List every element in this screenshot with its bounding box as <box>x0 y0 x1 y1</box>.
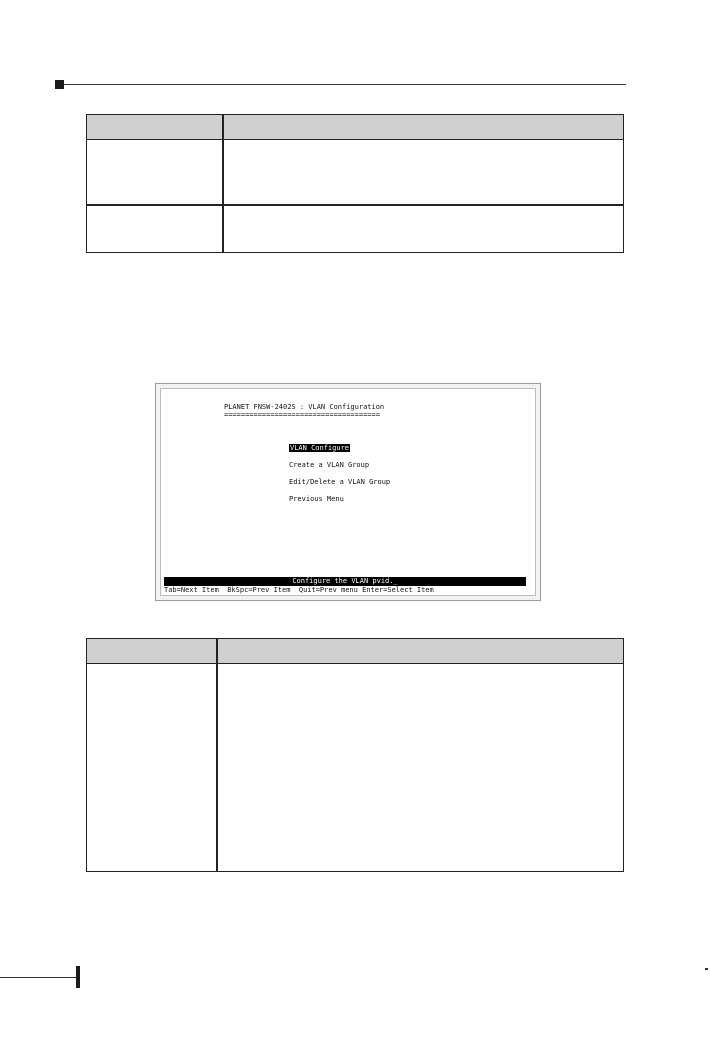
terminal-status-bar: Configure the VLAN pvid._ <box>164 577 526 586</box>
table-1-row-divider <box>87 204 623 206</box>
menu-item-label: VLAN Configure <box>290 444 350 452</box>
terminal-title-underline: ===================================== <box>224 411 380 419</box>
terminal-screenshot <box>155 383 541 601</box>
footer-rule <box>0 977 76 978</box>
menu-item-create-vlan-group[interactable]: Create a VLAN Group <box>289 461 370 469</box>
header-rule <box>64 84 626 85</box>
menu-item-previous-menu[interactable]: Previous Menu <box>289 495 344 503</box>
terminal-title: PLANET FNSW-2402S : VLAN Configuration <box>224 403 385 411</box>
table-1-column-divider <box>222 115 224 252</box>
table-2-column-divider <box>216 639 218 871</box>
footer-marker <box>76 966 80 988</box>
menu-item-vlan-configure[interactable] <box>289 444 350 453</box>
terminal-key-help: Tab=Next Item BkSpc=Prev Item Quit=Prev menu Enter=Select Item <box>164 586 434 594</box>
terminal-screen <box>160 388 536 596</box>
footer-dot <box>705 968 708 970</box>
header-marker <box>55 80 64 89</box>
table-1-header-row <box>87 115 623 140</box>
table-2-header-row <box>87 639 623 664</box>
parameter-table-2 <box>86 638 624 872</box>
menu-item-edit-delete-vlan-group[interactable]: Edit/Delete a VLAN Group <box>289 478 391 486</box>
parameter-table-1 <box>86 114 624 253</box>
